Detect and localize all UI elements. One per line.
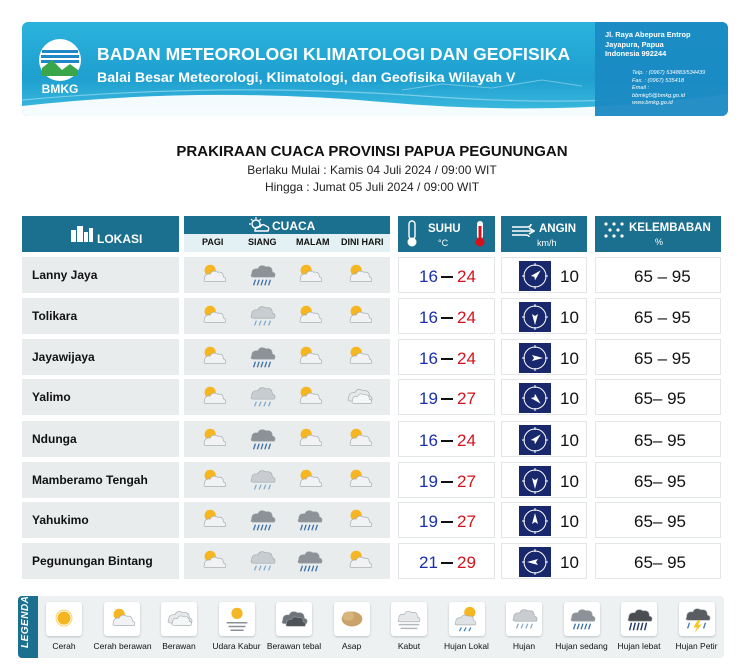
legend-item — [94, 602, 150, 651]
humidity-cell — [595, 339, 721, 375]
hujan-sedang-icon — [245, 260, 279, 290]
weather-cell — [184, 421, 390, 457]
valid-from: Berlaku Mulai : Kamis 04 Juli 2024 / 09:00 WIT — [247, 163, 497, 177]
wind-speed: 10 — [560, 431, 579, 450]
contact-line: bbmkg5@bmkg.go.id — [632, 92, 685, 99]
wind-speed: 10 — [560, 553, 579, 572]
wind-speed: 10 — [560, 267, 579, 286]
table-row — [0, 379, 744, 415]
sun-cloud-icon — [248, 217, 270, 233]
wind-cell — [501, 379, 587, 415]
humidity-value: 65– 95 — [634, 431, 686, 450]
humidity-value: 65– 95 — [634, 472, 686, 491]
compass-icon — [519, 506, 551, 536]
compass-icon — [519, 425, 551, 455]
legend-label: Asap — [341, 641, 362, 651]
cerah-berawan-icon — [342, 342, 376, 372]
cerah-berawan-icon — [196, 546, 230, 576]
temperature-cell — [398, 421, 495, 457]
header-kelembaban-label: KELEMBABAN — [629, 222, 711, 234]
location-name: Jayawijaya — [32, 350, 95, 364]
temp-dash — [441, 358, 453, 360]
table-row — [0, 257, 744, 293]
cerah-berawan-icon — [196, 505, 230, 535]
compass-icon — [519, 302, 551, 332]
humidity-value: 65 – 95 — [634, 267, 691, 286]
cerah-berawan-icon — [292, 465, 326, 495]
wind-speed: 10 — [560, 472, 579, 491]
humidity-cell — [595, 502, 721, 538]
compass-icon — [519, 547, 551, 577]
compass-icon — [519, 383, 551, 413]
table-row — [0, 543, 744, 579]
header-lokasi — [22, 216, 179, 252]
hujan-sedang-icon — [564, 602, 600, 636]
cerah-icon — [46, 602, 82, 636]
legend-label: Kabut — [397, 641, 421, 651]
location-cell — [22, 379, 179, 415]
legend-item — [151, 602, 207, 651]
header-angin-label: ANGIN — [539, 223, 577, 235]
temp-min: 19 — [419, 472, 438, 491]
humidity-cell — [595, 298, 721, 334]
humidity-value: 65 – 95 — [634, 349, 691, 368]
humidity-value: 65– 95 — [634, 553, 686, 572]
hujan-icon — [245, 465, 279, 495]
hujan-icon — [245, 546, 279, 576]
thermometer-outline-icon — [406, 220, 418, 248]
temp-max: 24 — [457, 349, 476, 368]
legend-item — [554, 602, 610, 651]
wind-speed: 10 — [560, 512, 579, 531]
period-pagi: PAGI — [202, 237, 224, 247]
header-cuaca-label: CUACA — [272, 219, 316, 233]
humidity-value: 65– 95 — [634, 512, 686, 531]
hujan-icon — [245, 301, 279, 331]
period-dini-hari: DINI HARI — [341, 237, 384, 247]
hujan-icon — [506, 602, 542, 636]
legend-item — [36, 602, 92, 651]
cerah-berawan-icon — [196, 465, 230, 495]
berawan-tebal-icon — [276, 602, 312, 636]
cerah-berawan-icon — [342, 505, 376, 535]
legend-label: Udara Kabur — [212, 641, 261, 651]
temp-max: 27 — [457, 389, 476, 408]
compass-icon — [519, 466, 551, 496]
humidity-cell — [595, 257, 721, 293]
address-line: Jl. Raya Abepura Entrop — [605, 30, 691, 39]
header-suhu-label: SUHU — [428, 223, 461, 235]
table-row — [0, 298, 744, 334]
cerah-berawan-icon — [342, 465, 376, 495]
contact-line: Fax. : (0967) 535418 — [632, 77, 684, 84]
weather-cell — [184, 543, 390, 579]
location-name: Lanny Jaya — [32, 268, 98, 282]
hujan-sedang-icon — [245, 424, 279, 454]
legend-item — [209, 602, 265, 651]
legend-label: Berawan — [162, 641, 196, 651]
temperature-cell — [398, 339, 495, 375]
location-cell — [22, 298, 179, 334]
hujan-sedang-icon — [245, 505, 279, 535]
header-cuaca — [184, 216, 390, 252]
wind-cell — [501, 298, 587, 334]
table-row — [0, 421, 744, 457]
cerah-berawan-icon — [196, 301, 230, 331]
header-lokasi-label: LOKASI — [97, 232, 143, 246]
humidity-value: 65– 95 — [634, 389, 686, 408]
weather-cell — [184, 379, 390, 415]
wind-icon — [511, 223, 535, 237]
cerah-berawan-icon — [196, 342, 230, 372]
temp-max: 24 — [457, 431, 476, 450]
location-name: Yahukimo — [32, 513, 89, 527]
location-cell — [22, 339, 179, 375]
cerah-berawan-icon — [292, 260, 326, 290]
contact-line: Email : — [632, 85, 650, 92]
humidity-cell — [595, 543, 721, 579]
bmkg-logo-icon — [36, 38, 84, 88]
cerah-berawan-icon — [196, 382, 230, 412]
compass-icon — [519, 343, 551, 373]
legend-item — [669, 602, 725, 651]
wind-cell — [501, 421, 587, 457]
location-name: Ndunga — [32, 432, 77, 446]
wind-speed: 10 — [560, 389, 579, 408]
address-block — [605, 30, 691, 59]
header-angin — [501, 216, 587, 252]
cerah-berawan-icon — [292, 301, 326, 331]
location-cell — [22, 543, 179, 579]
legend-label: Hujan Lokal — [444, 641, 489, 651]
temp-dash — [441, 521, 453, 523]
org-subtitle: Balai Besar Meteorologi, Klimatologi, dan Geofisika Wilayah V — [97, 70, 516, 86]
header-angin-unit: km/h — [537, 238, 557, 248]
legend-item — [611, 602, 667, 651]
legend-item — [439, 602, 495, 651]
weather-cell — [184, 462, 390, 498]
weather-cell — [184, 339, 390, 375]
humidity-cell — [595, 379, 721, 415]
humidity-value: 65 – 95 — [634, 308, 691, 327]
cerah-berawan-icon — [342, 546, 376, 576]
humidity-cell — [595, 421, 721, 457]
temp-dash — [441, 276, 453, 278]
temp-max: 24 — [457, 308, 476, 327]
hujan-petir-icon — [679, 602, 715, 636]
address-line: Indonesia 992244 — [605, 49, 667, 59]
legend-label: Berawan tebal — [266, 641, 322, 651]
weather-cell — [184, 502, 390, 538]
wind-cell — [501, 257, 587, 293]
temperature-cell — [398, 462, 495, 498]
temp-max: 27 — [457, 512, 476, 531]
header-banner — [22, 22, 728, 116]
legend-label: Hujan lebat — [617, 641, 661, 651]
org-name: BADAN METEOROLOGI KLIMATOLOGI DAN GEOFISIKA — [97, 44, 571, 64]
wind-cell — [501, 543, 587, 579]
legend-label: Cerah — [52, 641, 76, 651]
table-row — [0, 462, 744, 498]
legend-label: Cerah berawan — [93, 641, 152, 651]
legend-label: Hujan sedang — [555, 641, 608, 651]
temperature-cell — [398, 257, 495, 293]
hujan-lebat-icon — [621, 602, 657, 636]
temp-min: 16 — [419, 308, 438, 327]
temp-dash — [441, 440, 453, 442]
contact-block — [632, 70, 705, 108]
hujan-icon — [245, 382, 279, 412]
legend-item — [381, 602, 437, 651]
humidity-drops-icon — [603, 221, 625, 239]
contact-line: www.bmkg.go.id — [632, 100, 673, 107]
legend-item — [496, 602, 552, 651]
location-name: Pegunungan Bintang — [32, 554, 153, 568]
temp-dash — [441, 398, 453, 400]
weather-cell — [184, 298, 390, 334]
contact-line: Telp. : (0967) 534883/534439 — [632, 70, 706, 76]
temp-min: 16 — [419, 349, 438, 368]
hujan-sedang-icon — [245, 342, 279, 372]
legend-item — [324, 602, 380, 651]
wind-cell — [501, 462, 587, 498]
cerah-berawan-icon — [342, 424, 376, 454]
wind-speed: 10 — [560, 349, 579, 368]
berawan-icon — [161, 602, 197, 636]
location-name: Tolikara — [32, 309, 78, 323]
wind-cell — [501, 502, 587, 538]
wind-cell — [501, 339, 587, 375]
location-name: Yalimo — [32, 390, 71, 404]
temperature-cell — [398, 502, 495, 538]
period-malam: MALAM — [296, 237, 330, 247]
location-name: Mamberamo Tengah — [32, 473, 148, 487]
hujan-sedang-icon — [292, 505, 326, 535]
buildings-icon — [70, 224, 94, 242]
temperature-cell — [398, 543, 495, 579]
temp-min: 16 — [419, 431, 438, 450]
address-line: Jayapura, Papua — [605, 39, 664, 49]
location-cell — [22, 462, 179, 498]
cerah-berawan-icon — [292, 382, 326, 412]
temperature-cell — [398, 298, 495, 334]
cerah-berawan-icon — [196, 260, 230, 290]
temp-min: 19 — [419, 512, 438, 531]
kabut-icon — [391, 602, 427, 636]
location-cell — [22, 502, 179, 538]
asap-icon — [334, 602, 370, 636]
hujan-sedang-icon — [292, 546, 326, 576]
thermometer-red-icon — [474, 220, 486, 248]
location-cell — [22, 421, 179, 457]
temp-dash — [441, 562, 453, 564]
cerah-berawan-icon — [104, 602, 140, 636]
berawan-icon — [342, 382, 376, 412]
valid-to: Hingga : Jumat 05 Juli 2024 / 09:00 WIT — [264, 180, 480, 194]
cerah-berawan-icon — [342, 260, 376, 290]
temperature-cell — [398, 379, 495, 415]
wind-speed: 10 — [560, 308, 579, 327]
hujan-lokal-icon — [449, 602, 485, 636]
temp-min: 16 — [419, 267, 438, 286]
logo-text: BMKG — [41, 82, 79, 96]
legend-title: LEGENDA — [20, 595, 31, 648]
temp-max: 27 — [457, 472, 476, 491]
header-kelembaban — [595, 216, 721, 252]
header-suhu-unit: °C — [438, 238, 449, 248]
cerah-berawan-icon — [292, 424, 326, 454]
header-suhu — [398, 216, 495, 252]
weather-cell — [184, 257, 390, 293]
page-title: PRAKIRAAN CUACA PROVINSI PAPUA PEGUNUNGAN — [176, 143, 568, 160]
temp-max: 29 — [457, 553, 476, 572]
table-row — [0, 502, 744, 538]
compass-icon — [519, 261, 551, 291]
legend-tab — [18, 596, 38, 658]
cerah-berawan-icon — [342, 301, 376, 331]
cerah-berawan-icon — [292, 342, 326, 372]
temp-min: 21 — [419, 553, 438, 572]
humidity-cell — [595, 462, 721, 498]
temp-min: 19 — [419, 389, 438, 408]
legend-item — [266, 602, 322, 651]
temp-dash — [441, 481, 453, 483]
temp-dash — [441, 317, 453, 319]
udara-kabur-icon — [219, 602, 255, 636]
location-cell — [22, 257, 179, 293]
legend-label: Hujan — [512, 641, 536, 651]
table-row — [0, 339, 744, 375]
period-siang: SIANG — [248, 237, 277, 247]
header-kelembaban-unit: % — [655, 237, 664, 247]
cerah-berawan-icon — [196, 424, 230, 454]
legend-label: Hujan Petir — [675, 641, 718, 651]
temp-max: 24 — [457, 267, 476, 286]
